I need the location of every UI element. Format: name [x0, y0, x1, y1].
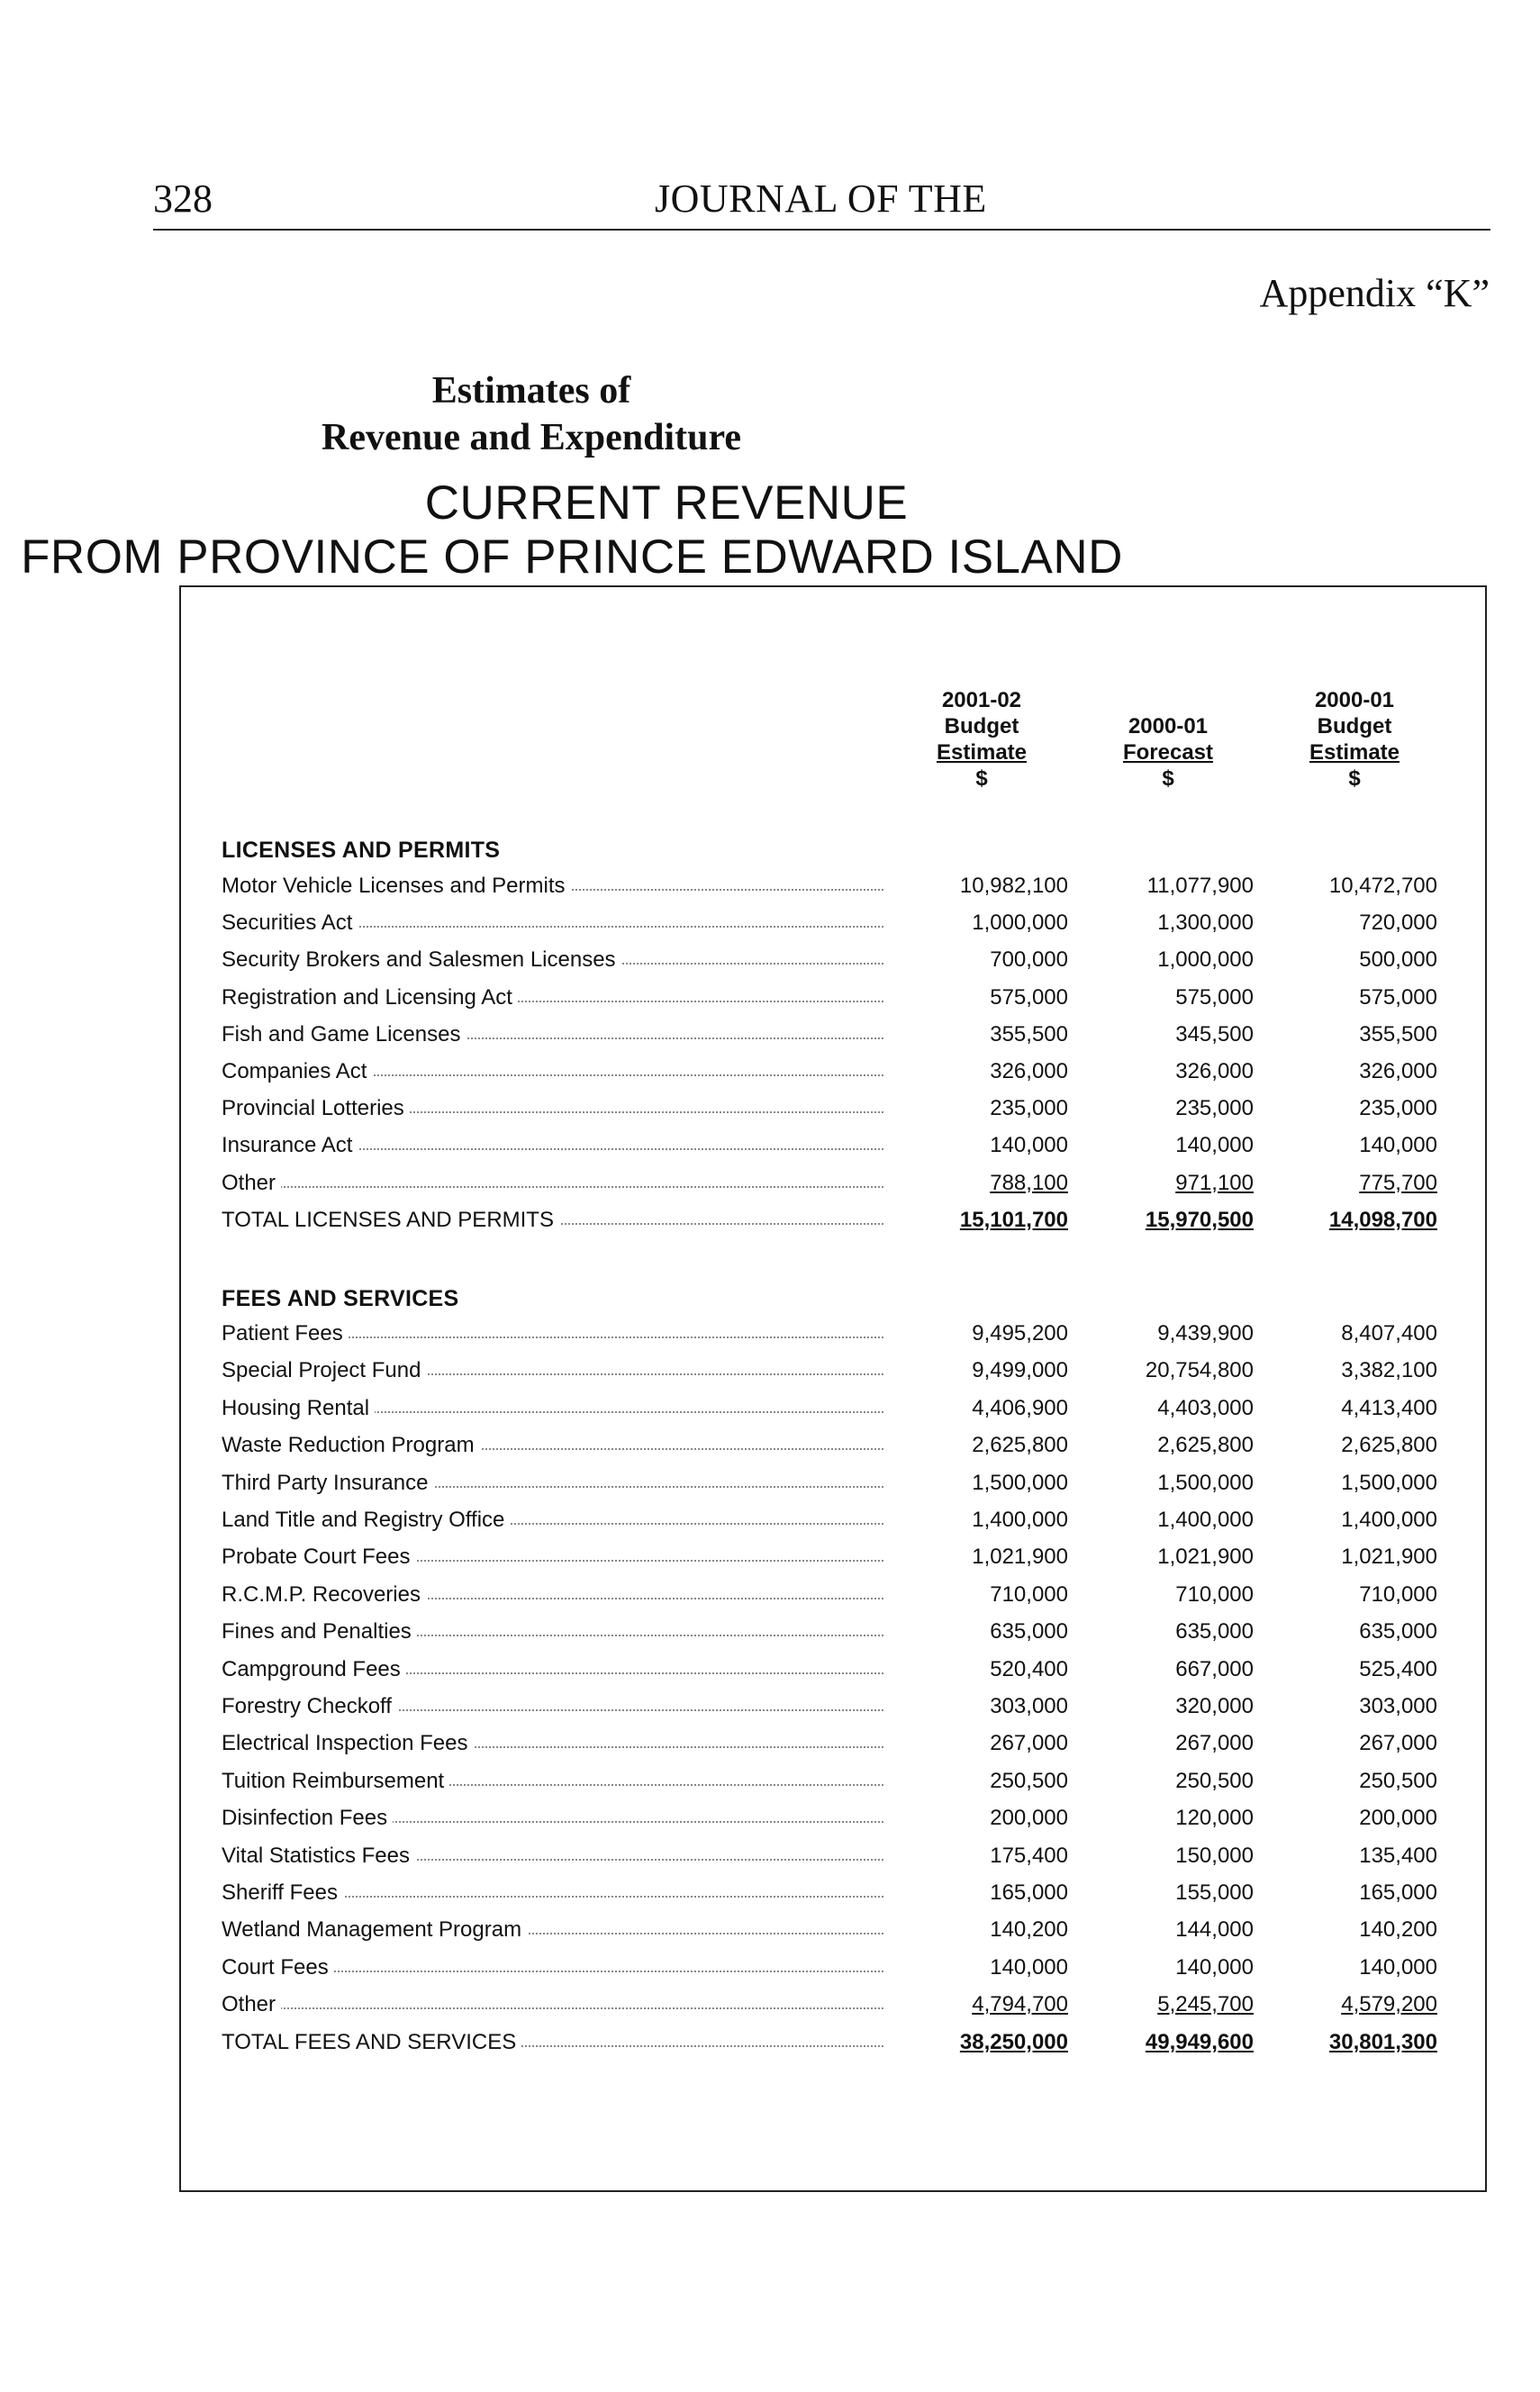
- table-row: [222, 1880, 1446, 1911]
- value-budget-2001-02: 520,400: [990, 1656, 1068, 1681]
- row-label: Land Title and Registry Office: [222, 1508, 510, 1532]
- value-budget-2001-02: 9,495,200: [972, 1321, 1068, 1346]
- table-row: [222, 1433, 1446, 1463]
- value-budget-2001-02: 1,400,000: [972, 1508, 1068, 1532]
- value-budget-2000-01: 200,000: [1359, 1806, 1437, 1831]
- value-forecast-2000-01: 267,000: [1175, 1731, 1254, 1756]
- column-header-line: Budget: [1317, 714, 1392, 738]
- table-row: [222, 1657, 1446, 1688]
- value-budget-2001-02: 267,000: [990, 1731, 1068, 1756]
- value-budget-2001-02: 303,000: [990, 1694, 1068, 1718]
- total-row: [222, 2030, 1446, 2061]
- value-budget-2000-01: 10,472,700: [1328, 874, 1437, 898]
- value-budget-2001-02: 4,406,900: [972, 1395, 1068, 1420]
- value-budget-2000-01: 720,000: [1359, 911, 1437, 936]
- value-budget-2000-01: 575,000: [1359, 984, 1437, 1010]
- value-budget-2000-01: 235,000: [1359, 1096, 1437, 1121]
- value-budget-2001-02: 2,625,800: [972, 1433, 1068, 1458]
- value-budget-2000-01: 635,000: [1359, 1619, 1437, 1644]
- value-forecast-2000-01: 150,000: [1175, 1843, 1254, 1868]
- column-header-forecast-2000-01: [1096, 687, 1240, 792]
- value-budget-2001-02: 788,100: [990, 1170, 1068, 1195]
- row-label: Fish and Game Licenses: [222, 1022, 466, 1046]
- row-label: Patient Fees: [222, 1321, 349, 1346]
- value-budget-2000-01: 140,000: [1359, 1133, 1437, 1158]
- row-label-cell: [222, 1059, 883, 1084]
- row-label-cell: [222, 2030, 883, 2055]
- row-label-cell: [222, 1508, 883, 1533]
- value-forecast-2000-01: 710,000: [1175, 1581, 1254, 1607]
- value-budget-2001-02: 635,000: [990, 1619, 1068, 1644]
- row-label-cell: [222, 1358, 883, 1383]
- value-budget-2001-02: 1,500,000: [972, 1470, 1068, 1495]
- value-budget-2001-02: 15,101,700: [959, 1207, 1068, 1232]
- row-label-cell: [222, 1208, 883, 1233]
- row-label-cell: [222, 1545, 883, 1570]
- row-label: Fines and Penalties: [222, 1619, 417, 1644]
- row-label: Third Party Insurance: [222, 1471, 433, 1495]
- row-label: Special Project Fund: [222, 1358, 426, 1382]
- column-header-line: [1096, 687, 1240, 713]
- value-budget-2001-02: 250,500: [990, 1768, 1068, 1793]
- table-row: [222, 1917, 1446, 1948]
- row-label-cell: [222, 874, 883, 899]
- row-label-cell: [222, 911, 883, 936]
- row-label-cell: [222, 1471, 883, 1496]
- row-label-cell: [222, 1694, 883, 1719]
- table-row: [222, 947, 1446, 978]
- value-forecast-2000-01: 120,000: [1175, 1806, 1254, 1831]
- value-budget-2000-01: 525,400: [1359, 1656, 1437, 1681]
- running-header: [153, 169, 1490, 231]
- row-label-cell: [222, 1619, 883, 1644]
- value-budget-2001-02: 200,000: [990, 1806, 1068, 1831]
- value-budget-2001-02: 235,000: [990, 1096, 1068, 1121]
- journal-title: JOURNAL OF THE: [655, 177, 987, 221]
- row-label: TOTAL FEES AND SERVICES: [222, 2030, 521, 2054]
- value-budget-2001-02: 700,000: [990, 947, 1068, 973]
- value-forecast-2000-01: 250,500: [1175, 1768, 1254, 1793]
- value-budget-2000-01: 326,000: [1359, 1059, 1437, 1083]
- row-label: Other: [222, 1992, 281, 2016]
- row-label: Companies Act: [222, 1059, 372, 1083]
- column-header-line: Estimate: [1309, 740, 1400, 765]
- value-forecast-2000-01: 140,000: [1175, 1954, 1254, 1980]
- row-label: Probate Court Fees: [222, 1545, 415, 1569]
- row-label: Vital Statistics Fees: [222, 1844, 415, 1868]
- value-forecast-2000-01: 155,000: [1175, 1880, 1254, 1905]
- table-row: [222, 874, 1446, 904]
- row-label: Wetland Management Program: [222, 1917, 527, 1942]
- table-row: [222, 1545, 1446, 1575]
- row-label: Court Fees: [222, 1955, 334, 1980]
- column-header-line: Budget: [944, 714, 1019, 738]
- value-budget-2001-02: 710,000: [990, 1581, 1068, 1607]
- value-forecast-2000-01: 1,400,000: [1157, 1508, 1254, 1532]
- total-row: [222, 1208, 1446, 1238]
- row-label: Motor Vehicle Licenses and Permits: [222, 874, 571, 898]
- value-budget-2000-01: 1,400,000: [1341, 1508, 1437, 1532]
- row-label: Other: [222, 1171, 281, 1195]
- row-label-cell: [222, 1022, 883, 1047]
- row-label-cell: [222, 1806, 883, 1831]
- row-label-cell: [222, 1582, 883, 1608]
- row-label-cell: [222, 1171, 883, 1196]
- table-row: [222, 1806, 1446, 1836]
- table-row: [222, 1619, 1446, 1650]
- table-row: [222, 1992, 1446, 2023]
- estimates-title-line-1: Estimates of: [431, 370, 631, 412]
- value-forecast-2000-01: 4,403,000: [1157, 1395, 1254, 1420]
- row-label-cell: [222, 985, 883, 1010]
- value-budget-2000-01: 140,000: [1359, 1954, 1437, 1980]
- table-row: [222, 1321, 1446, 1352]
- row-label: Security Brokers and Salesmen Licenses: [222, 947, 621, 972]
- value-budget-2000-01: 4,413,400: [1341, 1395, 1437, 1420]
- value-forecast-2000-01: 2,625,800: [1157, 1433, 1254, 1458]
- column-header-line: Estimate: [936, 740, 1028, 765]
- value-budget-2000-01: 165,000: [1359, 1880, 1437, 1905]
- value-forecast-2000-01: 326,000: [1175, 1059, 1254, 1083]
- row-label: Tuition Reimbursement: [222, 1769, 449, 1793]
- value-forecast-2000-01: 140,000: [1175, 1133, 1254, 1158]
- table-row: [222, 985, 1446, 1016]
- value-forecast-2000-01: 9,439,900: [1157, 1321, 1254, 1346]
- table-row: [222, 1096, 1446, 1127]
- row-label: Housing Rental: [222, 1396, 375, 1420]
- table-row: [222, 1694, 1446, 1725]
- value-budget-2000-01: 2,625,800: [1341, 1433, 1437, 1458]
- value-budget-2000-01: 775,700: [1359, 1170, 1437, 1195]
- table-row: [222, 1133, 1446, 1164]
- value-forecast-2000-01: 1,300,000: [1157, 911, 1254, 936]
- value-forecast-2000-01: 1,000,000: [1157, 947, 1254, 973]
- row-label-cell: [222, 1657, 883, 1682]
- value-forecast-2000-01: 320,000: [1175, 1694, 1254, 1718]
- value-budget-2000-01: 4,579,200: [1341, 1992, 1437, 2017]
- value-budget-2001-02: 165,000: [990, 1880, 1068, 1905]
- table-row: [222, 1396, 1446, 1427]
- estimates-title-line-2: Revenue and Expenditure: [322, 417, 741, 458]
- row-label-cell: [222, 1133, 883, 1158]
- column-header-line: Forecast: [1122, 740, 1214, 765]
- row-label: Provincial Lotteries: [222, 1096, 410, 1120]
- row-label: Forestry Checkoff: [222, 1694, 397, 1718]
- value-forecast-2000-01: 1,021,900: [1157, 1545, 1254, 1570]
- row-label: Registration and Licensing Act: [222, 985, 518, 1010]
- value-forecast-2000-01: 49,949,600: [1145, 2029, 1254, 2054]
- value-budget-2000-01: 8,407,400: [1341, 1321, 1437, 1346]
- value-budget-2000-01: 30,801,300: [1328, 2029, 1437, 2054]
- value-forecast-2000-01: 635,000: [1175, 1619, 1254, 1644]
- value-budget-2001-02: 1,021,900: [972, 1545, 1068, 1570]
- row-label-cell: [222, 1769, 883, 1794]
- value-budget-2000-01: 303,000: [1359, 1694, 1437, 1718]
- value-budget-2001-02: 140,200: [990, 1917, 1068, 1943]
- value-forecast-2000-01: 20,754,800: [1145, 1358, 1254, 1383]
- value-forecast-2000-01: 11,077,900: [1146, 874, 1254, 898]
- value-budget-2001-02: 355,500: [990, 1021, 1068, 1046]
- column-header-line: $: [1348, 766, 1361, 791]
- column-header-budget-2001-02: [910, 687, 1054, 792]
- table-row: [222, 1358, 1446, 1389]
- row-label: Insurance Act: [222, 1133, 358, 1157]
- value-forecast-2000-01: 235,000: [1175, 1096, 1254, 1121]
- value-forecast-2000-01: 15,970,500: [1145, 1207, 1254, 1232]
- value-budget-2000-01: 355,500: [1359, 1021, 1437, 1046]
- value-forecast-2000-01: 971,100: [1175, 1170, 1254, 1195]
- page-number: 328: [153, 177, 213, 221]
- row-label-cell: [222, 1880, 883, 1906]
- value-budget-2001-02: 4,794,700: [972, 1992, 1068, 2017]
- row-label-cell: [222, 1992, 883, 2017]
- value-forecast-2000-01: 144,000: [1175, 1917, 1254, 1943]
- row-label: Waste Reduction Program: [222, 1433, 480, 1457]
- table-row: [222, 1171, 1446, 1201]
- value-budget-2001-02: 1,000,000: [972, 911, 1068, 936]
- row-label-cell: [222, 1917, 883, 1943]
- column-header-budget-2000-01: [1282, 687, 1427, 792]
- dot-leader: [222, 1186, 883, 1188]
- row-label: Campground Fees: [222, 1657, 406, 1681]
- row-label-cell: [222, 1396, 883, 1421]
- value-forecast-2000-01: 575,000: [1175, 984, 1254, 1010]
- value-budget-2001-02: 10,982,100: [959, 874, 1068, 898]
- section-title-fees: FEES AND SERVICES: [222, 1286, 459, 1311]
- value-budget-2000-01: 250,500: [1359, 1768, 1437, 1793]
- value-budget-2000-01: 3,382,100: [1341, 1358, 1437, 1383]
- row-label-cell: [222, 1096, 883, 1121]
- column-header-line: $: [1162, 766, 1174, 791]
- table-row: [222, 911, 1446, 941]
- table-row: [222, 1844, 1446, 1874]
- current-revenue-title-line-1: CURRENT REVENUE: [424, 476, 909, 530]
- row-label: R.C.M.P. Recoveries: [222, 1582, 426, 1607]
- column-header-line: 2000-01: [1128, 714, 1209, 738]
- value-budget-2001-02: 140,000: [990, 1954, 1068, 1980]
- value-forecast-2000-01: 667,000: [1175, 1656, 1254, 1681]
- table-row: [222, 1471, 1446, 1501]
- current-revenue-title-line-2: FROM PROVINCE OF PRINCE EDWARD ISLAND: [21, 530, 1123, 584]
- value-budget-2000-01: 1,500,000: [1341, 1470, 1437, 1495]
- value-budget-2001-02: 175,400: [990, 1843, 1068, 1868]
- appendix-label: Appendix “K”: [1259, 271, 1490, 315]
- table-row: [222, 1582, 1446, 1613]
- table-row: [222, 1769, 1446, 1799]
- value-budget-2001-02: 38,250,000: [959, 2029, 1068, 2054]
- row-label: TOTAL LICENSES AND PERMITS: [222, 1208, 559, 1232]
- table-row: [222, 1022, 1446, 1053]
- table-row: [222, 1955, 1446, 1986]
- value-budget-2000-01: 710,000: [1359, 1581, 1437, 1607]
- dot-leader: [222, 2007, 883, 2009]
- value-budget-2001-02: 9,499,000: [972, 1358, 1068, 1383]
- row-label-cell: [222, 1844, 883, 1869]
- row-label-cell: [222, 1321, 883, 1346]
- column-header-line: 2001-02: [941, 688, 1022, 712]
- value-budget-2000-01: 500,000: [1359, 947, 1437, 973]
- value-forecast-2000-01: 5,245,700: [1157, 1992, 1254, 2017]
- row-label-cell: [222, 1731, 883, 1756]
- table-row: [222, 1059, 1446, 1090]
- table-row: [222, 1731, 1446, 1762]
- value-budget-2001-02: 575,000: [990, 984, 1068, 1010]
- row-label: Electrical Inspection Fees: [222, 1731, 473, 1755]
- value-budget-2000-01: 1,021,900: [1341, 1545, 1437, 1570]
- column-header-line: 2000-01: [1314, 688, 1395, 712]
- value-forecast-2000-01: 1,500,000: [1157, 1470, 1254, 1495]
- value-budget-2000-01: 135,400: [1359, 1843, 1437, 1868]
- section-title-licenses: LICENSES AND PERMITS: [222, 838, 501, 863]
- column-header-line: $: [975, 766, 988, 791]
- value-budget-2001-02: 326,000: [990, 1059, 1068, 1083]
- row-label-cell: [222, 1955, 883, 1980]
- value-budget-2001-02: 140,000: [990, 1133, 1068, 1158]
- row-label: Sheriff Fees: [222, 1880, 343, 1905]
- value-budget-2000-01: 267,000: [1359, 1731, 1437, 1756]
- value-budget-2000-01: 140,200: [1359, 1917, 1437, 1943]
- value-budget-2000-01: 14,098,700: [1328, 1207, 1437, 1232]
- value-forecast-2000-01: 345,500: [1175, 1021, 1254, 1046]
- row-label-cell: [222, 1433, 883, 1458]
- row-label-cell: [222, 947, 883, 973]
- row-label: Disinfection Fees: [222, 1806, 393, 1830]
- row-label: Securities Act: [222, 911, 358, 935]
- table-row: [222, 1508, 1446, 1538]
